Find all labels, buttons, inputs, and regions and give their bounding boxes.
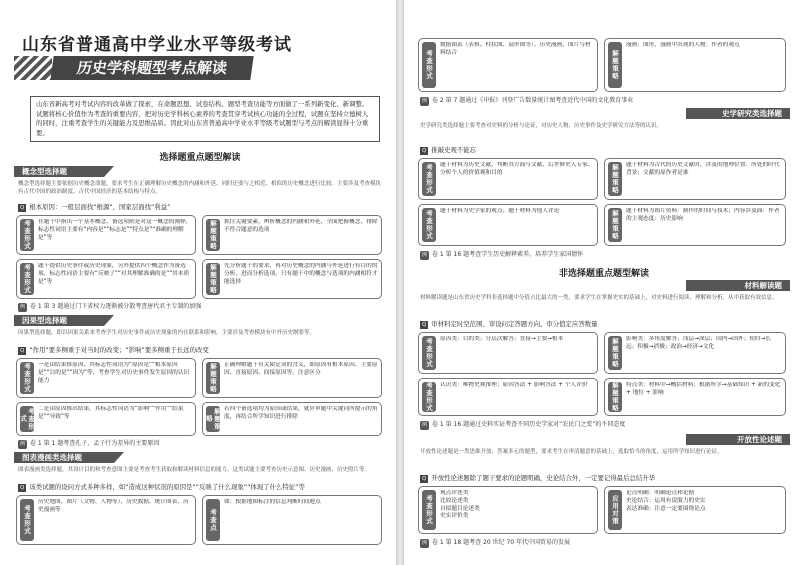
section-title-choice: 选择题重点题型解读 <box>159 153 241 163</box>
essay-box-1: 考查形式 观点评述类 比较论述类 自拟题目论述类 史实评价类 <box>418 486 598 534</box>
hist-box-2: 解题策略 题干材料为古代的历史文献时，涉及的地理位置：所处的时代背景；文献的原作者是谁 <box>604 158 786 200</box>
material-para: 材料解读题是山东省历史学科非选择题中分值占比最大的一类，要求学生在掌握史实的基础上，对史料进行阅读、理解和分析，从中获取有效信息。 <box>420 295 778 301</box>
intro-box: 山东省新高考对考试内容的改革做了探索，在命题思想、试卷结构、题型考查功能等方面做了一系列新变化、新调整。试题将核心价值作为考查的重要内容，把对历史学科核心素养的考查贯穿考试核心功能的全过程，试题在坚持立德树人的同时，注重考查学生的关键能力及思维品质。因此对山东省普通高中学业水平等级考试题型与考点的解读显得十分重要。 <box>30 96 380 142</box>
bar-chart-comic: 图表漫画类选择题 <box>14 452 114 463</box>
bar-open-essay: 开放性论述题 <box>686 434 790 445</box>
q-icon: Q <box>422 322 427 328</box>
bar-concept: 概念型选择题 <box>14 166 104 177</box>
cause-box-3: 考查形式 二是由原因推出结果，其标志性词语为“影响”“作用”“结果是”“导致”等 <box>16 402 196 436</box>
cause-para: 因果型选择题，即以因果关系来考查学生对历史事件或历史现象的内在联系和影响，主要涉及考查模块有中外历史纲要等。 <box>18 330 316 336</box>
chart-example: 例 卷 2 第 7 题通过《申报》刊登广告数量统计图考查近代中国的文化教育事业 <box>422 97 634 104</box>
essay-para: 开放性论述题是一类思维开放、答案多元的题型，要求考生在审清题意的基础上，选取恰当的角度，运用所学知识进行论证。 <box>420 449 723 455</box>
right-page <box>404 0 800 565</box>
historiography-question: Q 推敲史观不能忘 <box>422 146 477 154</box>
hist-box-4: 解题策略 题干材料为图片资料：制作的时间与技术；内容涉及面：作者的主观态度：历史影响 <box>604 204 786 246</box>
bar-cause: 因果型选择题 <box>14 315 104 326</box>
arrow-decoration <box>14 56 52 80</box>
book-gutter <box>396 0 404 565</box>
chart-box-3: 考查形式 数据图表（表格、柱状图、扇形图等）、历史漫画、图片与材料结合 <box>418 38 598 92</box>
material-box-3: 考查形式 认识类：唯物史观推理；原因答法 + 影响答法 + 个人评价 <box>418 378 598 416</box>
chart-para: 图表漫画类选择题，其设计目的和考查意图主要是考查考生获取和解读材料信息的能力，这类试题主要考查历史示意图、历史漫画、历史照片等。 <box>18 467 371 473</box>
hist-box-1: 考查形式 题干材料为历史文献，判断其方面与文献、后世修史人专家、分析个人的价值观和目的 <box>418 158 598 200</box>
cause-box-2: 解题策略 正确理解题干有关限定词的含义，如原因有根本原因、主要原因、直接原因、间接原因等，注意区分 <box>202 358 382 398</box>
concept-box-2: 解题策略 抓住关键要素，辨析概念的内涵和外延，全面把握概念，排除不符合题意的选项 <box>202 215 382 255</box>
chart-box-2: 考查点 如：根据地图标注的信息判断时间地点 <box>202 495 382 545</box>
left-page <box>0 0 396 565</box>
q-icon: Q <box>422 148 427 154</box>
section-title-nonchoice: 非选择题重点题型解读 <box>558 269 649 279</box>
material-box-2: 解题策略 影响类：多角度解答；浅层→深层；国内→国外；短时→长远；积极→消极；政治→经济→文化 <box>604 332 786 374</box>
page-subtitle: 历史学科题型考点解读 <box>50 56 253 80</box>
page-title: 山东省普通高中学业水平等级考试 <box>22 35 292 55</box>
essay-box-2: 应用对策 论点明确：明确论点和论据 史论结合：运用有说服力的史实 表达准确：注意一定要围绕论点 <box>604 486 786 534</box>
material-box-1: 考查形式 原因类：目的类；分层次解答；直接→主要→根本 <box>418 332 598 374</box>
material-box-4: 解题策略 特点类：材料中→概括材料；根据所学→基础知识 + 新的变化 + 地位 + 影响 <box>604 378 786 416</box>
chart-box-1: 考查形式 历史地图、图片（文物、人物等）、历史数据、统计图表、历史漫画等 <box>16 495 196 545</box>
cause-box-1: 考查形式 一是由结果推原因，其标志性词语为“原因是”“根本原因是”“目的是”“因为”等，考查学生对历史事件发生原因的认识能力 <box>16 358 196 398</box>
essay-question: Q 开放性论述题除了题干要求的论题明确，史论结合外，一定要记得最后总结升华 <box>422 474 656 482</box>
cause-example: 例 卷 1 第 1 题考查孔子、孟子行为差异的主要原因 <box>20 440 160 447</box>
concept-box-1: 考查形式 在题干中指出一个基本概念，备选项则是对这一概念的阐释，标志性词语主要有“内容是”“标志是”“特点是”“准确的理解是”等 <box>16 215 196 255</box>
chart-question: Q 该类试题的设问方式多种多样，如“造成这种状况的原因是”“反映了什么现象”“体现了什么特征”等 <box>20 483 305 491</box>
material-question: Q 审材料定时空范围、审设问定答题方向、审分值定应答数量 <box>422 320 598 328</box>
historiography-para: 史学研究类选择题主要考查对史料的分析与论证，对历史人物、历史事件及史学研究方法等的认识。 <box>420 123 663 129</box>
chart-box-4: 解题策略 漫画：图形，漫画中出现的人物：作者的观点 <box>604 38 786 92</box>
concept-question: Q 根本原因：一般层面找“根源”，国家层面找“利益” <box>20 203 171 211</box>
cause-question: Q “作用”要多侧重于对当时的改变；“影响”要多侧重于长远的改变 <box>20 346 209 354</box>
q-icon: Q <box>20 205 25 211</box>
bar-historiography: 史学研究类选择题 <box>686 108 790 119</box>
concept-box-3: 考查形式 题干提供历史事件或历史现象，另外提供四个概念作为备选项，标志性词语主要有“反映了”“对其理解准确的是”“其本质是”等 <box>16 259 196 299</box>
hist-example: 例 卷 1 第 16 题考查学生历史解释素养，培养学生家国情怀 <box>422 251 584 258</box>
concept-example: 例 卷 1 第 3 题通过门下省权力逐渐被分散考查唐代君主专制的加强 <box>20 303 202 310</box>
q-icon: Q <box>20 485 25 491</box>
q-icon: Q <box>422 476 427 482</box>
cause-box-4: 解题策略 若四个备选项均为原因或结果，就应审题中关键词所提示的角度，再结合所学知识进行排除 <box>202 402 382 436</box>
concept-para: 概念型选择题主要依据历史概念命题，要求考生在正确理解历史概念的内涵和外延、同时还要与之相近、相似的历史概念进行比较。主要涉及考查模块有古代中国的政治制度、古代中国经济的基本结构与特点。 <box>18 181 382 195</box>
q-icon: Q <box>20 348 25 354</box>
bar-material: 材料解读题 <box>686 280 790 291</box>
hist-box-3: 考查形式 题干材料为史学家的观点；题干材料为他人评论 <box>418 204 598 246</box>
concept-box-4: 解题策略 先分析题干的要求，再对历史概念的内涵与外延进行有目的的分析，进而分析选项，只有题干中的概念与选项的内涵相符才能选择 <box>202 259 382 299</box>
essay-example: 例 卷 1 第 18 题考查 20 世纪 70 年代中国贸易的发展 <box>422 539 570 546</box>
material-example: 例 卷 1 第 16 题通过史料实证考查不同历史学家对“农民门之变”的不同态度 <box>422 421 626 428</box>
